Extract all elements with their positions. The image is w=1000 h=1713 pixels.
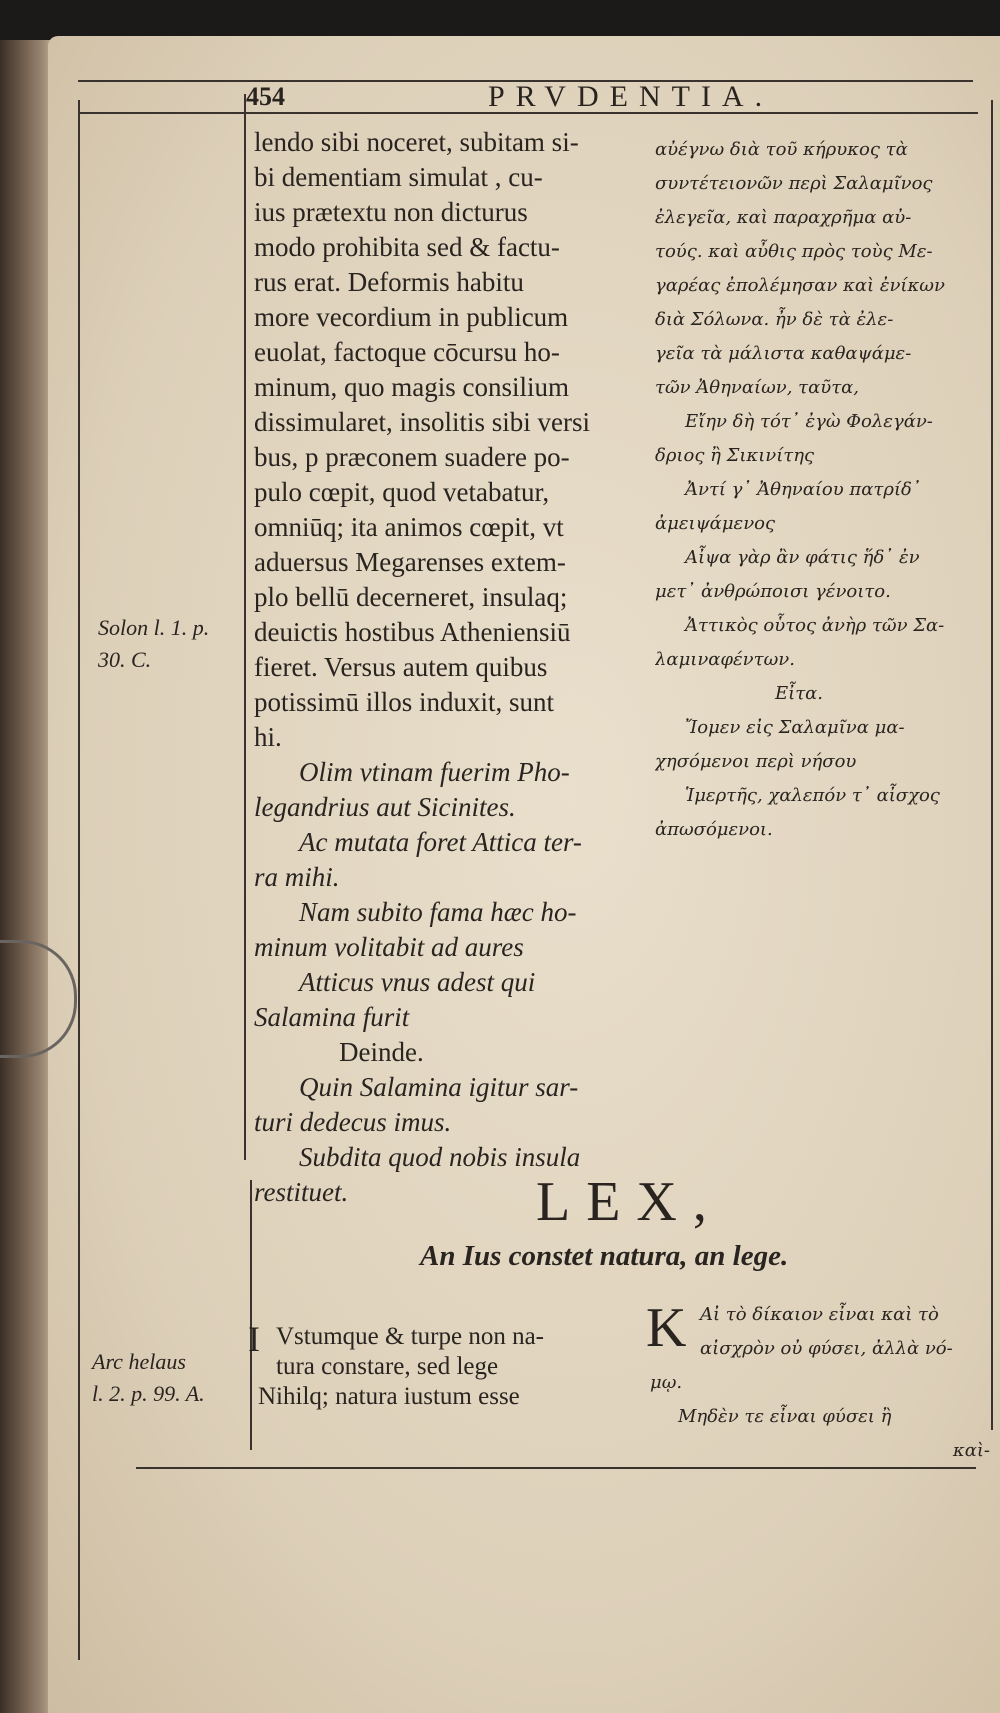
latin-column (254, 125, 629, 1210)
text-line: hi. (254, 722, 282, 752)
greek-line: λαμιναφέντων. (655, 649, 795, 670)
text-line: modo prohibita sed & factu- (254, 232, 560, 262)
greek-line: Εἶτα. (775, 683, 824, 704)
text-line: tura constare, sed lege (276, 1353, 499, 1380)
page-number: 454 (246, 82, 285, 111)
greek-line: Ἀντί γ᾽ Ἀθηναίου πατρίδ᾽ (685, 479, 921, 500)
verse-line: ra mihi. (254, 862, 340, 892)
greek-line: μετ᾽ ἀνθρώποισι γένοιτο. (655, 581, 891, 602)
margin-note-line: l. 2. p. 99. A. (92, 1381, 205, 1406)
greek-line: Ἴομεν εἰς Σαλαμῖνα μα- (685, 717, 905, 738)
greek-line: Ἱμερτῆς, χαλεπόν τ᾽ αἶσχος (685, 785, 940, 806)
verse-line: Atticus vnus adest qui (299, 967, 536, 997)
greek-line: ἀμειψάμενος (655, 513, 776, 534)
latin-initial: I (248, 1319, 260, 1359)
margin-note-line: Arc helaus (92, 1349, 186, 1374)
section-subtitle: An Ius constet natura, an lege. (420, 1240, 789, 1272)
greek-line: τούς. καὶ αὖθις πρὸς τοὺς Με- (655, 241, 933, 262)
greek-line: ἀπωσόμενοι. (655, 819, 773, 840)
greek-line: ἐλεγεῖα, καὶ παραχρῆμα αὐ- (655, 207, 912, 228)
verse-line: restituet. (254, 1177, 349, 1207)
text-line: bi dementiam simulat , cu- (254, 162, 543, 192)
text-line: dissimularet, insolitis sibi versi (254, 407, 590, 437)
text-line: plo bellū decerneret, insulaq; (254, 582, 568, 612)
text-line: μῳ. (650, 1372, 683, 1393)
verse-line: Salamina furit (254, 1002, 410, 1032)
text-line: Αἰ τὸ δίκαιον εἶναι καὶ τὸ (700, 1304, 939, 1325)
margin-note-archelaus (92, 1346, 205, 1410)
greek-line: Αἶψα γὰρ ἂν φάτις ἥδ᾽ ἐν (685, 547, 920, 568)
text-line: euolat, factoque cōcursu ho- (254, 337, 560, 367)
text-line: αἰσχρὸν οὐ φύσει, ἀλλὰ νό- (700, 1338, 953, 1359)
verse-line: minum volitabit ad aures (254, 932, 524, 962)
text-line: Μηδὲν τε εἶναι φύσει ἢ (678, 1406, 892, 1427)
text-line: potissimū illos induxit, sunt (254, 687, 555, 717)
greek-line: τῶν Ἀθηναίων, ταῦτα, (655, 377, 860, 398)
verse-line: Ac mutata foret Attica ter- (299, 827, 582, 857)
text-line: ius prætextu non dicturus (254, 197, 528, 227)
text-line: Nihilq; natura iustum esse (258, 1383, 520, 1410)
lex-latin-text (248, 1319, 628, 1412)
greek-line: χησόμενοι περὶ νήσου (655, 751, 857, 772)
running-title: PRVDENTIA. (488, 80, 774, 113)
greek-line: διὰ Σόλωνα. ἦν δὲ τὰ ἐλε- (655, 309, 894, 330)
verse-line: turi dedecus imus. (254, 1107, 452, 1137)
verse-line: Quin Salamina igitur sar- (299, 1072, 579, 1102)
greek-column (655, 133, 990, 847)
greek-line: Εἴην δὴ τότ᾽ ἐγὼ Φολεγάν- (685, 411, 933, 432)
margin-note-line: Solon l. 1. p. (98, 615, 210, 640)
greek-line: συντέτειονῶν περὶ Σαλαμῖνος (655, 173, 933, 194)
text-line: pulo cœpit, quod vetabatur, (254, 477, 550, 507)
text-line: minum, quo magis consilium (254, 372, 569, 402)
text-line: fieret. Versus autem quibus (254, 652, 548, 682)
greek-line: Ἀττικὸς οὗτος ἀνὴρ τῶν Σα- (685, 615, 945, 636)
greek-line: αὐέγνω διὰ τοῦ κήρυκος τὰ (655, 139, 908, 160)
text-line: bus, p præconem suadere po- (254, 442, 570, 472)
text-line: Vstumque & turpe non na- (276, 1323, 545, 1350)
section-title: LEX, (536, 1171, 723, 1233)
text-line: rus erat. Deformis habitu (254, 267, 524, 297)
verse-line: Deinde. (339, 1037, 424, 1067)
verse-line: Olim vtinam fuerim Pho- (299, 757, 570, 787)
lex-greek-text (646, 1297, 990, 1468)
margin-column-rule (244, 94, 246, 1160)
verse-line: Nam subito fama hæc ho- (299, 897, 577, 927)
text-line: lendo sibi noceret, subitam si- (254, 127, 579, 157)
margin-column-rule-lower (250, 1180, 252, 1450)
greek-line: γεῖα τὰ μάλιστα καθαψάμε- (655, 343, 912, 364)
text-line: καὶ- (952, 1440, 990, 1461)
verse-line: legandrius aut Sicinites. (254, 792, 516, 822)
text-line: deuictis hostibus Atheniensiū (254, 617, 571, 647)
text-line: omniūq; ita animos cœpit, vt (254, 512, 564, 542)
margin-note-solon (98, 612, 209, 676)
text-line: more vecordium in publicum (254, 302, 569, 332)
right-border-rule (991, 100, 993, 1430)
text-line: aduersus Megarenses extem- (254, 547, 566, 577)
greek-line: γαρέας ἐπολέμησαν καὶ ἐνίκων (655, 275, 945, 296)
verse-line: Subdita quod nobis insula (299, 1142, 581, 1172)
left-border-rule (78, 100, 80, 1660)
greek-initial: K (646, 1297, 687, 1359)
margin-note-line: 30. C. (98, 647, 152, 672)
greek-line: δριος ἢ Σικινίτης (655, 445, 815, 466)
